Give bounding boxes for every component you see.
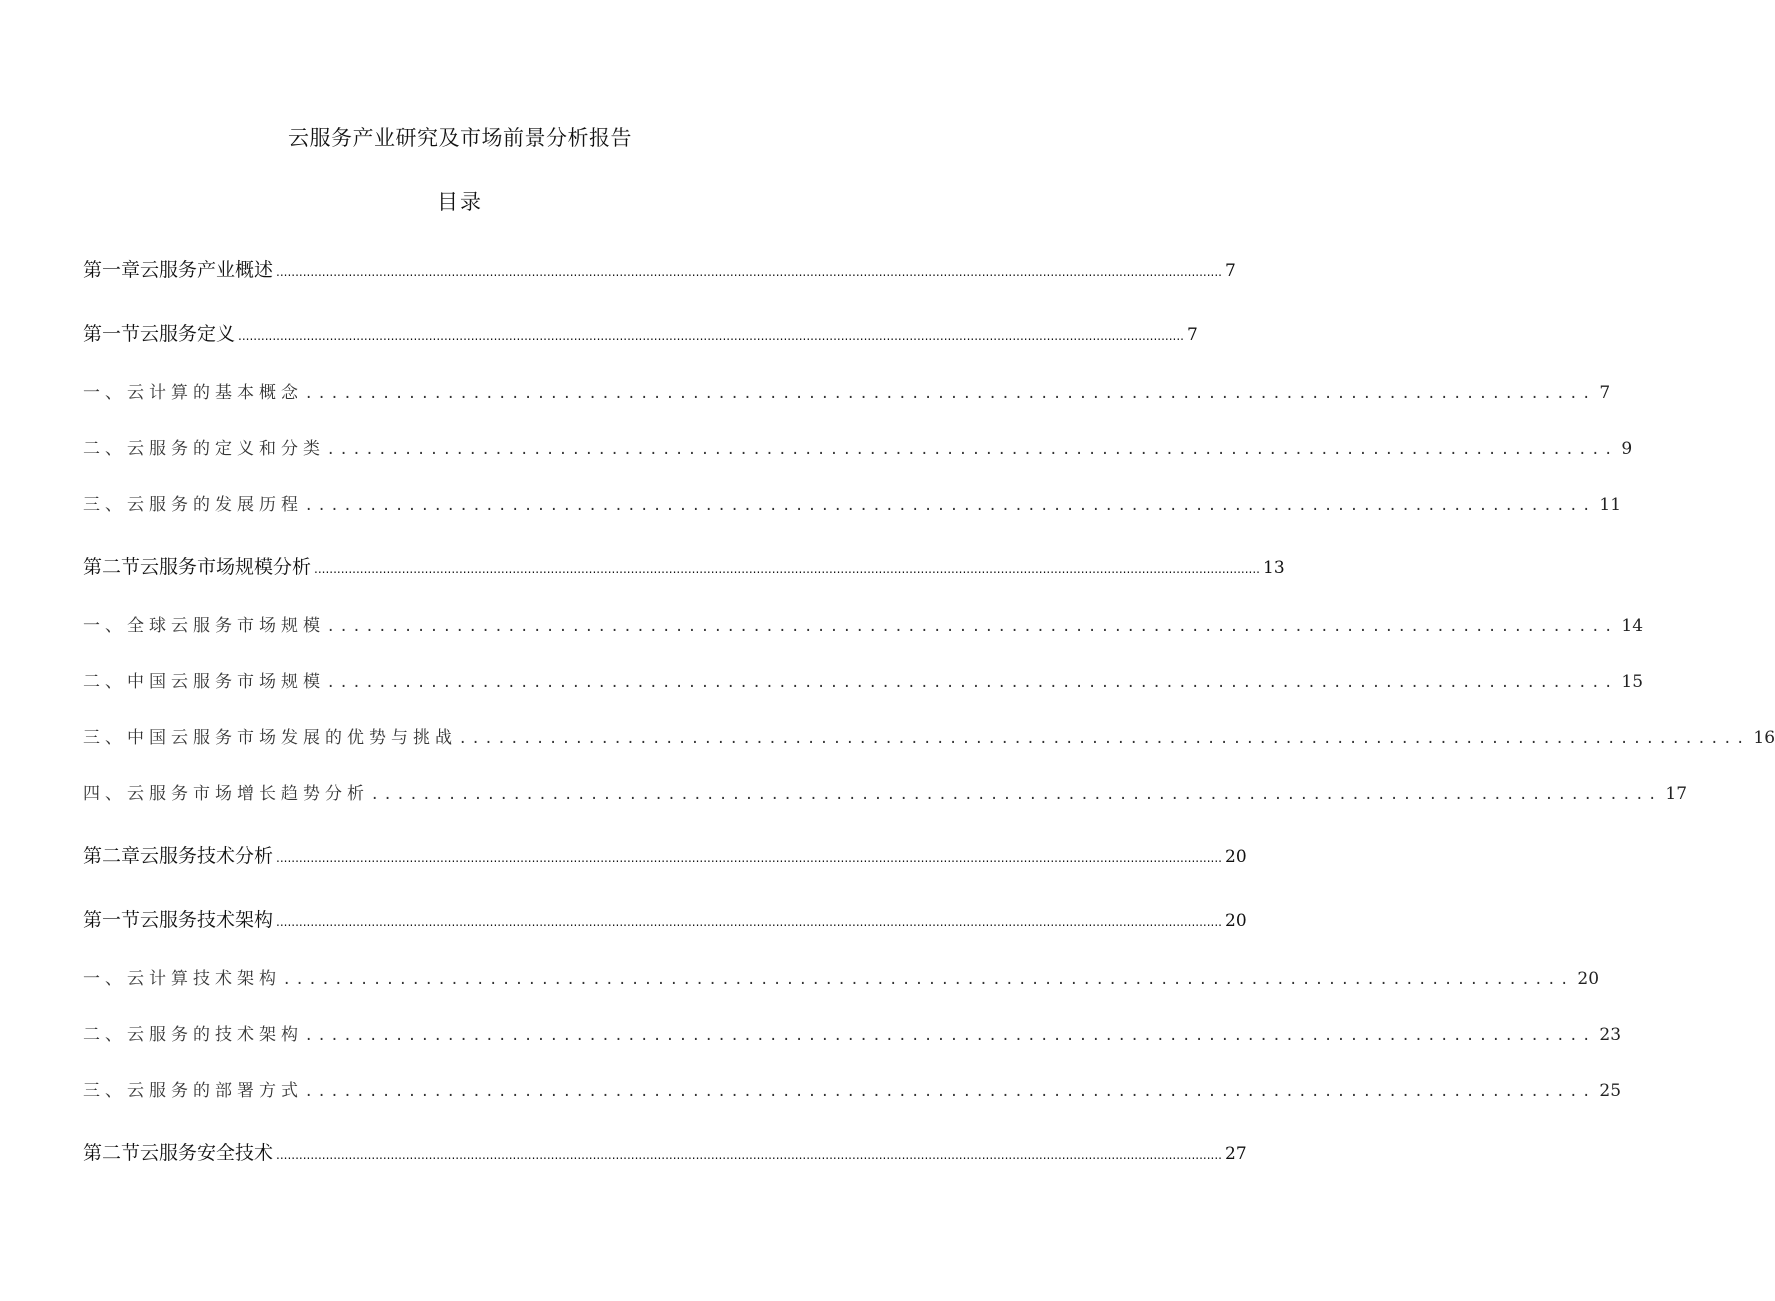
toc-entry-page: 17: [1665, 784, 1688, 804]
toc-entry-label: 一、云计算技术架构: [83, 969, 281, 989]
toc-entry-label: 二、云服务的定义和分类: [83, 439, 325, 459]
toc-entry-label: 第二节云服务市场规模分析: [83, 556, 312, 578]
toc-entry-page: 27: [1225, 1144, 1247, 1164]
toc-entry[interactable]: [83, 611, 1644, 636]
toc-leader-dots: ....................................................................................................: [328, 672, 1619, 692]
toc-leader-dots: ........................................................................................................................................................................................................................................................: [276, 265, 1222, 279]
toc-entry-label: 第一节云服务技术架构: [83, 909, 274, 931]
toc-leader-dots: ....................................................................................................: [284, 969, 1575, 989]
toc-entry-label: 二、云服务的技术架构: [83, 1025, 303, 1045]
toc-leader-dots: ....................................................................................................: [328, 616, 1619, 636]
toc-entry[interactable]: [83, 490, 1622, 515]
toc-entry-page: 9: [1621, 439, 1633, 459]
toc-entry-label: 三、云服务的发展历程: [83, 495, 303, 515]
toc-entry-label: 三、中国云服务市场发展的优势与挑战: [83, 728, 457, 748]
toc-entry[interactable]: [83, 552, 1285, 579]
toc-entry[interactable]: [83, 319, 1198, 346]
toc-heading: 目录: [437, 190, 483, 214]
toc-entry[interactable]: [83, 434, 1633, 459]
toc-leader-dots: ........................................................................................................................................................................................................................................................: [276, 1148, 1222, 1162]
toc-entry[interactable]: [83, 1020, 1622, 1045]
toc-entry-page: 7: [1187, 325, 1198, 345]
toc-entry-page: 16: [1753, 728, 1775, 748]
toc-leader-dots: ....................................................................................................: [372, 784, 1663, 804]
toc-leader-dots: ........................................................................................................................................................................................................................................................: [314, 562, 1260, 576]
toc-entry-page: 15: [1621, 672, 1644, 692]
toc-entry-label: 三、云服务的部署方式: [83, 1081, 303, 1101]
toc-entry[interactable]: [83, 723, 1775, 748]
toc-entry-page: 20: [1577, 969, 1600, 989]
toc-entry-page: 20: [1225, 847, 1247, 867]
toc-entry-page: 11: [1599, 495, 1622, 515]
toc-leader-dots: ........................................................................................................................................................................................................................................................: [276, 915, 1222, 929]
toc-entry-label: 二、中国云服务市场规模: [83, 672, 325, 692]
toc-entry-label: 第一章云服务产业概述: [83, 259, 274, 281]
document-title: 云服务产业研究及市场前景分析报告: [288, 126, 632, 150]
toc-entry[interactable]: [83, 841, 1247, 868]
toc-entry-label: 一、云计算的基本概念: [83, 383, 303, 403]
toc-entry[interactable]: [83, 255, 1236, 282]
toc-entry-page: 20: [1225, 911, 1247, 931]
toc-entry[interactable]: [83, 378, 1611, 403]
toc-leader-dots: ........................................................................................................................................................................................................................................................: [276, 851, 1222, 865]
toc-entry-page: 14: [1621, 616, 1644, 636]
toc-entry-label: 一、全球云服务市场规模: [83, 616, 325, 636]
toc-leader-dots: ....................................................................................................: [328, 439, 1619, 459]
toc-entry[interactable]: [83, 905, 1247, 932]
toc-entry-page: 23: [1599, 1025, 1622, 1045]
toc-leader-dots: ....................................................................................................: [306, 383, 1597, 403]
toc-entry-label: 第二节云服务安全技术: [83, 1142, 274, 1164]
toc-entry[interactable]: [83, 779, 1688, 804]
toc-entry-page: 13: [1263, 558, 1285, 578]
toc-entry-page: 7: [1599, 383, 1611, 403]
toc-leader-dots: ........................................................................................................................................................................................................................................................: [238, 329, 1184, 343]
toc-entry-label: 第二章云服务技术分析: [83, 845, 274, 867]
toc-entry-label: 第一节云服务定义: [83, 323, 236, 345]
toc-leader-dots: ....................................................................................................: [306, 1025, 1597, 1045]
toc-entry-page: 25: [1599, 1081, 1622, 1101]
toc-entry-label: 四、云服务市场增长趋势分析: [83, 784, 369, 804]
toc-entry[interactable]: [83, 1138, 1247, 1165]
toc-entry[interactable]: [83, 667, 1644, 692]
toc-leader-dots: ....................................................................................................: [306, 1081, 1597, 1101]
toc-leader-dots: ....................................................................................................: [306, 495, 1597, 515]
toc-leader-dots: ....................................................................................................: [460, 728, 1751, 748]
toc-entry-page: 7: [1225, 261, 1236, 281]
toc-entry[interactable]: [83, 1076, 1622, 1101]
toc-entry[interactable]: [83, 964, 1600, 989]
